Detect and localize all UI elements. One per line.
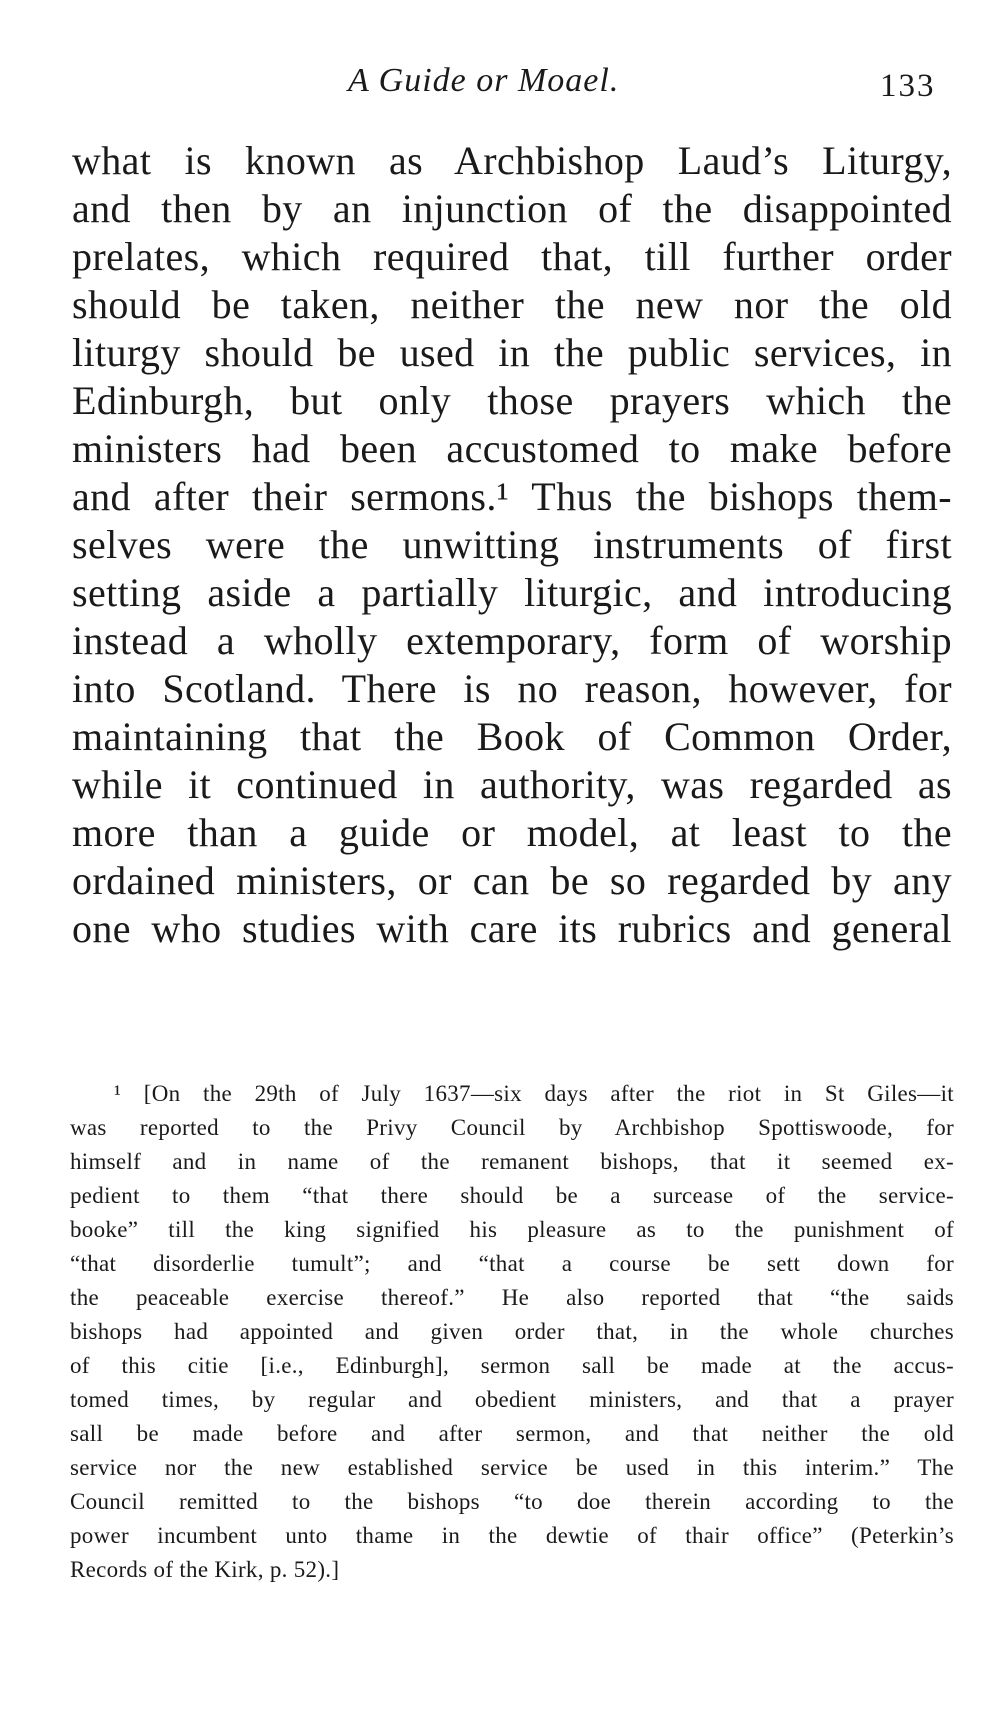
footnote-line: pedient to them “that there should be a surcease of the service- <box>70 1183 954 1208</box>
footnote-line: bishops had appointed and given order that, in the whole churches <box>70 1319 954 1344</box>
body-line: more than a guide or model, at least to the <box>72 810 952 855</box>
body-line: one who studies with care its rubrics and general <box>72 906 952 951</box>
footnote-line: of this citie [i.e., Edinburgh], sermon sall be made at the accus- <box>70 1353 954 1378</box>
footnote-line: Records of the Kirk, p. 52).] <box>70 1557 340 1582</box>
footnote-line: ¹ [On the 29th of July 1637—six days after the riot in St Giles—it <box>114 1081 954 1106</box>
body-line: into Scotland. There is no reason, however, for <box>72 666 952 711</box>
footnote-line: Council remitted to the bishops “to doe therein according to the <box>70 1489 954 1514</box>
body-line: and then by an injunction of the disappointed <box>72 186 952 231</box>
body-text <box>72 137 952 953</box>
body-line: ministers had been accustomed to make before <box>72 426 952 471</box>
body-line: instead a wholly extemporary, form of worship <box>72 618 952 663</box>
body-line: what is known as Archbishop Laud’s Liturgy, <box>72 138 952 183</box>
running-title: A Guide or Moael. <box>348 62 620 99</box>
footnote <box>70 1077 954 1587</box>
footnote-line: power incumbent unto thame in the dewtie of thair office” (Peterkin’s <box>70 1523 954 1548</box>
footnote-line: sall be made before and after sermon, and that neither the old <box>70 1421 954 1446</box>
body-line: setting aside a partially liturgic, and introducing <box>72 570 952 615</box>
running-head <box>0 62 1000 112</box>
body-line: and after their sermons.¹ Thus the bishops them- <box>72 474 952 519</box>
body-line: liturgy should be used in the public services, in <box>72 330 952 375</box>
footnote-line: tomed times, by regular and obedient ministers, and that a prayer <box>70 1387 954 1412</box>
footnote-line: service nor the new established service be used in this interim.” The <box>70 1455 954 1480</box>
body-line: maintaining that the Book of Common Order, <box>72 714 952 759</box>
footnote-line: booke” till the king signified his pleasure as to the punishment of <box>70 1217 954 1242</box>
page-number: 133 <box>880 68 936 104</box>
body-line: prelates, which required that, till further order <box>72 234 952 279</box>
footnote-line: “that disorderlie tumult”; and “that a course be sett down for <box>70 1251 954 1276</box>
body-line: ordained ministers, or can be so regarded by any <box>72 858 952 903</box>
body-line: should be taken, neither the new nor the old <box>72 282 952 327</box>
body-line: selves were the unwitting instruments of first <box>72 522 952 567</box>
body-line: Edinburgh, but only those prayers which the <box>72 378 952 423</box>
body-line: while it continued in authority, was regarded as <box>72 762 952 807</box>
footnote-line: was reported to the Privy Council by Archbishop Spottiswoode, for <box>70 1115 954 1140</box>
footnote-line: the peaceable exercise thereof.” He also reported that “the saids <box>70 1285 954 1310</box>
footnote-line: himself and in name of the remanent bishops, that it seemed ex- <box>70 1149 954 1174</box>
